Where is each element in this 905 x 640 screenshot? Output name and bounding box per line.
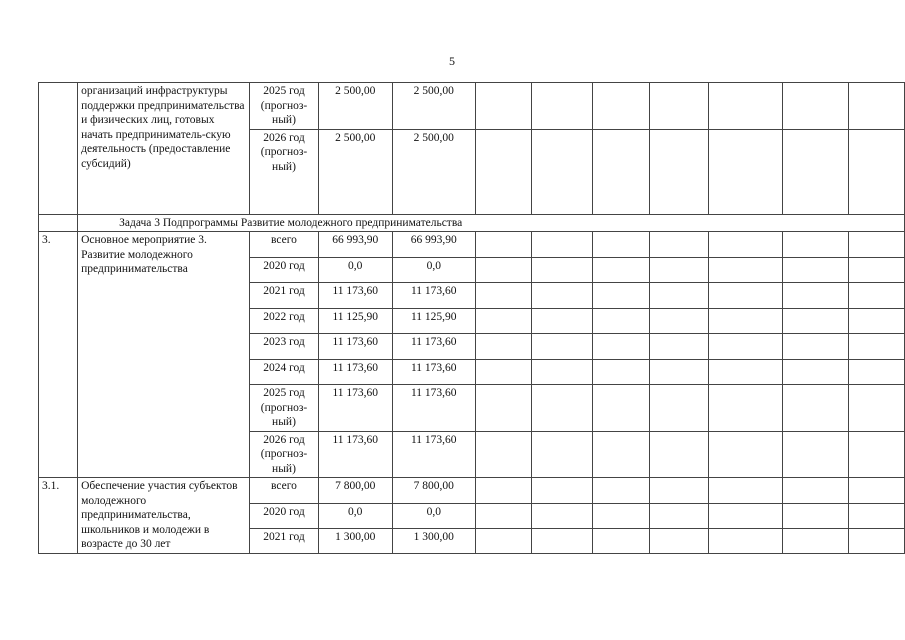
empty-cell	[783, 529, 849, 554]
year-label: 2020 год	[250, 258, 318, 283]
row-number: 3.	[39, 232, 78, 478]
budget-amount: 7 800,00	[392, 478, 475, 504]
empty-cell	[532, 334, 592, 360]
empty-cell	[783, 385, 849, 432]
table-row	[39, 83, 905, 130]
empty-cell	[650, 83, 709, 130]
empty-cell	[849, 504, 905, 529]
year-label: 2022 год	[250, 309, 318, 334]
table-row	[39, 214, 905, 232]
empty-cell	[709, 431, 783, 478]
empty-cell	[532, 431, 592, 478]
empty-cell	[849, 385, 905, 432]
row-number	[39, 83, 78, 215]
empty-cell	[650, 258, 709, 283]
empty-cell	[849, 334, 905, 360]
empty-cell	[475, 232, 532, 258]
budget-amount: 11 173,60	[392, 360, 475, 385]
measure-description: организаций инфраструктуры поддержки предпринимательства и физических лиц, готовых начать предприниматель-скую деятельность (предоставление субсидий)	[78, 83, 250, 215]
empty-cell	[783, 431, 849, 478]
year-label: 2025 год (прогноз-ный)	[250, 83, 318, 130]
empty-cell	[783, 83, 849, 130]
empty-cell	[709, 385, 783, 432]
empty-cell	[849, 283, 905, 309]
budget-amount: 11 173,60	[392, 431, 475, 478]
total-amount: 11 173,60	[318, 334, 392, 360]
empty-cell	[849, 478, 905, 504]
empty-cell	[650, 504, 709, 529]
empty-cell	[532, 283, 592, 309]
empty-cell	[709, 360, 783, 385]
empty-cell	[592, 334, 650, 360]
empty-cell	[849, 360, 905, 385]
empty-cell	[592, 385, 650, 432]
empty-cell	[39, 214, 78, 232]
empty-cell	[709, 232, 783, 258]
total-amount: 11 125,90	[318, 309, 392, 334]
empty-cell	[592, 129, 650, 214]
empty-cell	[475, 283, 532, 309]
empty-cell	[532, 232, 592, 258]
empty-cell	[532, 83, 592, 130]
empty-cell	[849, 309, 905, 334]
empty-cell	[475, 83, 532, 130]
budget-amount: 11 173,60	[392, 385, 475, 432]
empty-cell	[783, 360, 849, 385]
empty-cell	[475, 431, 532, 478]
total-amount: 7 800,00	[318, 478, 392, 504]
year-label: всего	[250, 478, 318, 504]
budget-amount: 1 300,00	[392, 529, 475, 554]
empty-cell	[475, 360, 532, 385]
total-amount: 0,0	[318, 504, 392, 529]
total-amount: 11 173,60	[318, 283, 392, 309]
year-label: 2026 год (прогноз-ный)	[250, 129, 318, 214]
empty-cell	[475, 258, 532, 283]
empty-cell	[709, 478, 783, 504]
year-label: 2026 год (прогноз-ный)	[250, 431, 318, 478]
year-label: 2025 год (прогноз-ный)	[250, 385, 318, 432]
empty-cell	[709, 309, 783, 334]
total-amount: 0,0	[318, 258, 392, 283]
empty-cell	[783, 283, 849, 309]
empty-cell	[709, 529, 783, 554]
budget-amount: 2 500,00	[392, 129, 475, 214]
budget-amount: 11 173,60	[392, 334, 475, 360]
empty-cell	[650, 129, 709, 214]
empty-cell	[709, 83, 783, 130]
empty-cell	[475, 504, 532, 529]
budget-amount: 0,0	[392, 504, 475, 529]
empty-cell	[475, 334, 532, 360]
total-amount: 2 500,00	[318, 83, 392, 130]
page-number: 5	[449, 54, 455, 68]
table-row	[39, 478, 905, 504]
empty-cell	[592, 232, 650, 258]
year-label: 2024 год	[250, 360, 318, 385]
budget-table	[38, 82, 905, 554]
empty-cell	[783, 309, 849, 334]
empty-cell	[532, 360, 592, 385]
empty-cell	[783, 478, 849, 504]
total-amount: 11 173,60	[318, 431, 392, 478]
empty-cell	[783, 504, 849, 529]
empty-cell	[849, 129, 905, 214]
empty-cell	[849, 232, 905, 258]
empty-cell	[650, 232, 709, 258]
measure-description: Обеспечение участия субъектов молодежного предпринимательства, школьников и молодежи в возрасте до 30 лет	[78, 478, 250, 554]
empty-cell	[650, 478, 709, 504]
year-label: 2021 год	[250, 283, 318, 309]
empty-cell	[650, 334, 709, 360]
empty-cell	[592, 309, 650, 334]
total-amount: 1 300,00	[318, 529, 392, 554]
year-label: всего	[250, 232, 318, 258]
empty-cell	[592, 83, 650, 130]
empty-cell	[592, 283, 650, 309]
empty-cell	[849, 258, 905, 283]
total-amount: 11 173,60	[318, 385, 392, 432]
empty-cell	[783, 334, 849, 360]
empty-cell	[709, 504, 783, 529]
empty-cell	[650, 283, 709, 309]
total-amount: 66 993,90	[318, 232, 392, 258]
task-heading: Задача 3 Подпрограммы Развитие молодежного предпринимательства	[78, 214, 905, 232]
year-label: 2023 год	[250, 334, 318, 360]
empty-cell	[849, 529, 905, 554]
empty-cell	[709, 334, 783, 360]
budget-amount: 66 993,90	[392, 232, 475, 258]
empty-cell	[592, 258, 650, 283]
budget-amount: 11 125,90	[392, 309, 475, 334]
empty-cell	[475, 478, 532, 504]
empty-cell	[783, 258, 849, 283]
empty-cell	[475, 129, 532, 214]
empty-cell	[475, 309, 532, 334]
empty-cell	[709, 283, 783, 309]
empty-cell	[849, 431, 905, 478]
empty-cell	[650, 360, 709, 385]
empty-cell	[475, 385, 532, 432]
year-label: 2020 год	[250, 504, 318, 529]
total-amount: 2 500,00	[318, 129, 392, 214]
empty-cell	[650, 309, 709, 334]
empty-cell	[475, 529, 532, 554]
empty-cell	[709, 129, 783, 214]
empty-cell	[592, 360, 650, 385]
empty-cell	[849, 83, 905, 130]
empty-cell	[532, 385, 592, 432]
budget-amount: 11 173,60	[392, 283, 475, 309]
measure-description: Основное мероприятие 3. Развитие молодежного предпринимательства	[78, 232, 250, 478]
empty-cell	[532, 309, 592, 334]
empty-cell	[592, 431, 650, 478]
row-number: 3.1.	[39, 478, 78, 554]
empty-cell	[532, 129, 592, 214]
budget-amount: 2 500,00	[392, 83, 475, 130]
table-row	[39, 232, 905, 258]
empty-cell	[783, 129, 849, 214]
empty-cell	[532, 504, 592, 529]
empty-cell	[532, 478, 592, 504]
empty-cell	[592, 504, 650, 529]
budget-amount: 0,0	[392, 258, 475, 283]
empty-cell	[592, 529, 650, 554]
empty-cell	[592, 478, 650, 504]
year-label: 2021 год	[250, 529, 318, 554]
empty-cell	[532, 258, 592, 283]
empty-cell	[783, 232, 849, 258]
empty-cell	[709, 258, 783, 283]
empty-cell	[650, 385, 709, 432]
total-amount: 11 173,60	[318, 360, 392, 385]
empty-cell	[650, 529, 709, 554]
empty-cell	[650, 431, 709, 478]
empty-cell	[532, 529, 592, 554]
